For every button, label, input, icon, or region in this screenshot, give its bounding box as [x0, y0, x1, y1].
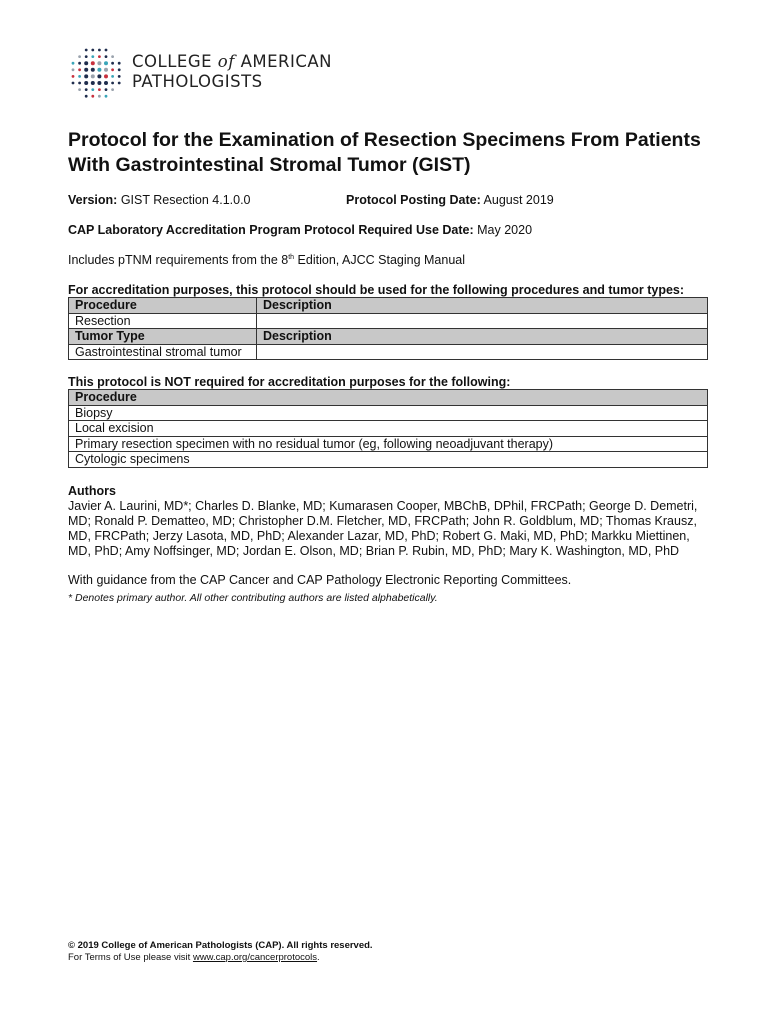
cap-logo — [68, 45, 124, 106]
ptnm-line: Includes pTNM requirements from the 8th Edition, AJCC Staging Manual — [68, 253, 466, 267]
logo-dot — [111, 55, 114, 58]
procedure-cell: Local excision — [69, 421, 708, 437]
logo-dot — [85, 55, 88, 58]
logo-dot — [104, 68, 108, 72]
logo-dot — [97, 74, 101, 78]
logo-dot — [105, 95, 108, 98]
tumor-description-cell — [257, 344, 708, 360]
logo-dot — [105, 49, 108, 52]
table-row — [69, 313, 708, 329]
logo-dot — [111, 88, 114, 91]
logo-wordmark — [132, 52, 332, 92]
procedure-cell: Cytologic specimens — [69, 452, 708, 468]
procedure-cell: Resection — [69, 313, 257, 329]
copyright: © 2019 College of American Pathologists (CAP). All rights reserved. — [68, 940, 373, 951]
guidance-line: With guidance from the CAP Cancer and CAP Pathology Electronic Reporting Committees. — [68, 573, 572, 587]
logo-dot — [78, 88, 81, 91]
authors-heading: Authors — [68, 484, 116, 498]
table-row — [69, 329, 708, 345]
logo-dot — [104, 61, 108, 65]
logo-dot — [84, 61, 88, 65]
logo-dot — [111, 62, 114, 65]
logo-dot — [78, 55, 81, 58]
logo-dot — [85, 49, 88, 52]
logo-dot — [91, 95, 94, 98]
table-row — [69, 298, 708, 314]
logo-dot — [105, 55, 108, 58]
logo-dot — [78, 68, 81, 71]
logo-dot — [85, 95, 88, 98]
accreditation-heading: For accreditation purposes, this protocol should be used for the following procedures and tumor types: — [68, 283, 685, 297]
logo-dot — [72, 75, 75, 78]
logo-line-2: PATHOLOGISTS — [132, 72, 263, 91]
table-row — [69, 390, 708, 406]
accreditation-table — [68, 297, 708, 360]
logo-dot — [97, 81, 101, 85]
not-required-table — [68, 389, 708, 468]
logo-dot — [72, 68, 75, 71]
logo-dot — [91, 61, 95, 65]
logo-dot — [118, 82, 121, 85]
procedure-header: Procedure — [69, 298, 257, 314]
logo-dot — [97, 68, 101, 72]
logo-dot — [84, 81, 88, 85]
logo-dot — [111, 75, 114, 78]
logo-dot — [91, 49, 94, 52]
logo-dot — [91, 74, 95, 78]
procedure-header: Procedure — [69, 390, 708, 406]
logo-dot — [72, 62, 75, 65]
logo-dot — [104, 74, 108, 78]
logo-dot — [118, 68, 121, 71]
logo-dot — [91, 68, 95, 72]
logo-dot — [97, 61, 101, 65]
footer — [68, 940, 373, 964]
logo-dot — [98, 95, 101, 98]
logo-dot — [85, 88, 88, 91]
version-line: Version: GIST Resection 4.1.0.0 — [68, 193, 251, 207]
logo-dot — [84, 68, 88, 72]
logo-dot — [98, 55, 101, 58]
tumor-description-header: Description — [257, 329, 708, 345]
table-row — [69, 452, 708, 468]
procedure-cell: Primary resection specimen with no residual tumor (eg, following neoadjuvant therapy) — [69, 436, 708, 452]
posting-date-line: Protocol Posting Date: August 2019 — [346, 193, 554, 207]
logo-dot-grid-icon — [68, 45, 124, 101]
logo-dot — [78, 62, 81, 65]
procedure-cell: Biopsy — [69, 405, 708, 421]
table-row — [69, 344, 708, 360]
terms-link[interactable]: www.cap.org/cancerprotocols — [192, 952, 318, 963]
logo-dot — [98, 88, 101, 91]
authors-list: Javier A. Laurini, MD*; Charles D. Blanke, MD; Kumarasen Cooper, MBChB, DPhil, FRCPath; George D. Demetri, MD; Ronald P. Dematteo, MD; Christopher D.M. Fletcher, MD, FRCPath; John R. Goldblum, MD; Thomas Krausz, MD, FRCPath; Jerzy Lasota, MD, PhD; Alexander Lazar, MD, PhD; Robert G. Maki, MD, PhD; Markku Miettinen, MD, PhD; Amy Noffsinger, MD; Jordan E. Olson, MD; Brian P. Rubin, MD, PhD; Mary K. Washington, MD, PhD — [68, 499, 698, 558]
table-row — [69, 405, 708, 421]
logo-dot — [111, 68, 114, 71]
logo-dot — [98, 49, 101, 52]
logo-dot — [111, 82, 114, 85]
primary-author-note: * Denotes primary author. All other contributing authors are listed alphabetically. — [68, 592, 438, 604]
logo-dot — [105, 88, 108, 91]
terms-line: For Terms of Use please visit www.cap.org/cancerprotocols. — [68, 952, 320, 963]
logo-dot — [91, 81, 95, 85]
logo-dot — [118, 75, 121, 78]
description-header: Description — [257, 298, 708, 314]
description-cell — [257, 313, 708, 329]
not-required-heading: This protocol is NOT required for accreditation purposes for the following: — [68, 375, 511, 389]
logo-dot — [84, 74, 88, 78]
logo-dot — [78, 82, 81, 85]
tumor-type-cell: Gastrointestinal stromal tumor — [69, 344, 257, 360]
logo-dot — [91, 88, 94, 91]
logo-dot — [118, 62, 121, 65]
table-row — [69, 421, 708, 437]
logo-line-1: COLLEGE of AMERICAN — [132, 52, 333, 71]
document-title: Protocol for the Examination of Resection Specimens From Patients With Gastrointestinal Stromal Tumor (GIST) — [68, 129, 701, 176]
required-use-date-line: CAP Laboratory Accreditation Program Protocol Required Use Date: May 2020 — [68, 223, 533, 237]
logo-dot — [72, 82, 75, 85]
logo-dot — [78, 75, 81, 78]
tumor-type-header: Tumor Type — [69, 329, 257, 345]
logo-dot — [104, 81, 108, 85]
logo-dot — [91, 55, 94, 58]
table-row — [69, 436, 708, 452]
